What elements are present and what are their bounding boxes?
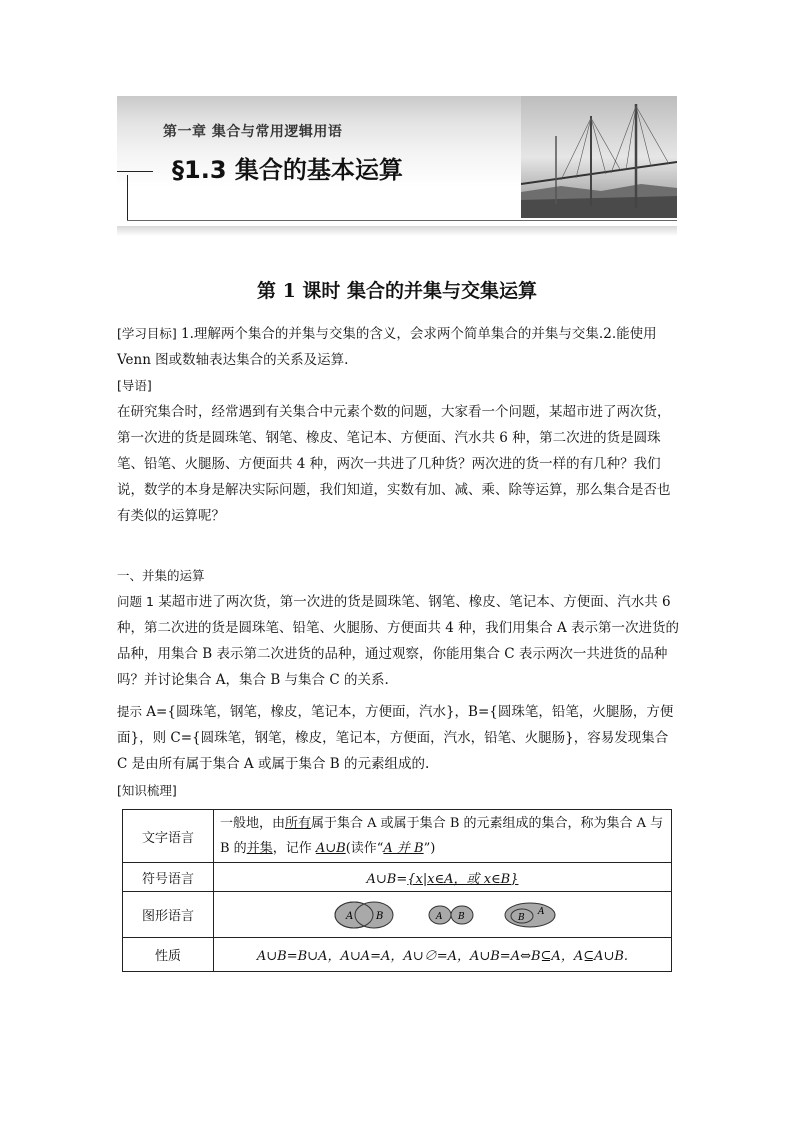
venn-label-a: A — [435, 911, 442, 922]
objectives-text: 1.理解两个集合的并集与交集的含义，会求两个简单集合的并集与交集.2.能使用Venn 图或数轴表达集合的关系及运算. — [117, 326, 657, 368]
symbol-prefix: A∪B= — [366, 871, 408, 887]
text-blank-reading: A 并 B — [383, 841, 424, 856]
row-head-properties: 性质 — [123, 938, 214, 972]
objectives-tag: [学习目标] — [117, 326, 177, 341]
knowledge-tag: [知识梳理] — [117, 783, 177, 798]
section-title: §1.3 集合的基本运算 — [172, 156, 403, 184]
banner-rule-vertical — [127, 175, 128, 221]
section-heading-text: 一、并集的运算 — [117, 568, 205, 583]
text-part: 属于集合 A 或属于集合 B 的元素组成的集合，称为集合 A 与 B 的 — [220, 816, 664, 856]
venn-label-a: A — [537, 906, 544, 917]
question-1 — [117, 589, 679, 693]
table-row — [123, 863, 672, 892]
properties-cell: A∪B=B∪A，A∪A=A，A∪∅=A，A∪B=A⇔B⊆A，A⊆A∪B. — [214, 938, 672, 972]
question-text: 某超市进了两次货，第一次进的货是圆珠笔、钢笔、橡皮、笔记本、方便面、汽水共 6 种，第二次进的货是圆珠笔、铅笔、火腿肠、方便面共 4 种，我们用集合 A 表示第一次进货的品种，用集合 B 表示第二次进货的品种，通过观察，你能用集合 C 表示两次一共进货的品种吗？并讨论集合 A，集合 B 与集合 C 的关系. — [117, 594, 680, 688]
row-head-symbol-language: 符号语言 — [123, 863, 214, 892]
intro-heading — [117, 373, 679, 399]
intro-tag: [导语] — [117, 378, 152, 393]
venn-label-a: A — [345, 910, 353, 922]
venn-diagram-overlap — [328, 899, 400, 931]
banner-shadow — [117, 226, 677, 236]
text-part: ，记作 — [272, 841, 316, 856]
venn-label-b: B — [517, 912, 525, 923]
symbol-language-cell — [214, 863, 672, 892]
hint-paragraph — [117, 699, 679, 777]
learning-objectives — [117, 321, 679, 373]
graphic-language-cell — [214, 892, 672, 938]
text-part: ”) — [423, 841, 436, 856]
text-language-cell — [214, 810, 672, 863]
chapter-title: 第一章 集合与常用逻辑用语 — [163, 124, 343, 140]
text-blank-all: 所有 — [285, 816, 312, 831]
intro-paragraph — [117, 399, 679, 529]
venn-label-b: B — [457, 911, 465, 922]
banner-base-line — [127, 220, 677, 221]
table-row — [123, 938, 672, 972]
intro-text: 在研究集合时，经常遇到有关集合中元素个数的问题，大家看一个问题，某超市进了两次货，第一次进的货是圆珠笔、钢笔、橡皮、笔记本、方便面、汽水共 6 种，第二次进的货是圆珠笔、铅笔、火腿肠、方便面共 4 种，两次一共进了几种货？两次进的货一样的有几种？我们说，数学的本身是解决实际问题，我们知道，实数有加、减、乘、除等运算，那么集合是否也有类似的运算呢？ — [117, 404, 671, 524]
text-part: (读作“ — [345, 841, 384, 856]
table-row — [123, 810, 672, 863]
lesson-title: 第 1 课时 集合的并集与交集运算 — [256, 280, 538, 302]
row-head-text-language: 文字语言 — [123, 810, 214, 863]
row-head-graphic-language: 图形语言 — [123, 892, 214, 938]
hint-label: 提示 — [117, 704, 143, 719]
banner-rule — [117, 171, 153, 172]
symbol-set-blank: {x|x∈A，或 x∈B} — [407, 871, 519, 887]
text-blank-notation: A∪B — [315, 841, 346, 856]
venn-diagram-disjoint — [426, 903, 476, 927]
knowledge-heading — [117, 778, 679, 804]
hint-text: A={圆珠笔，钢笔，橡皮，笔记本，方便面，汽水}，B={圆珠笔，铅笔，火腿肠，方便面}，则 C={圆珠笔，钢笔，橡皮，笔记本，方便面，汽水，铅笔、火腿肠}，容易发现集合 C 是由所有属于集合 A 或属于集合 B 的元素组成的. — [117, 704, 674, 772]
text-blank-union: 并集 — [246, 841, 273, 856]
section-heading — [117, 563, 679, 589]
union-knowledge-table — [122, 809, 672, 972]
table-row — [123, 892, 672, 938]
question-label: 问题 1 — [117, 594, 154, 609]
bridge-photo — [521, 96, 677, 218]
venn-label-b: B — [375, 910, 383, 922]
text-part: 一般地，由 — [220, 816, 286, 831]
venn-diagram-subset — [502, 900, 558, 930]
